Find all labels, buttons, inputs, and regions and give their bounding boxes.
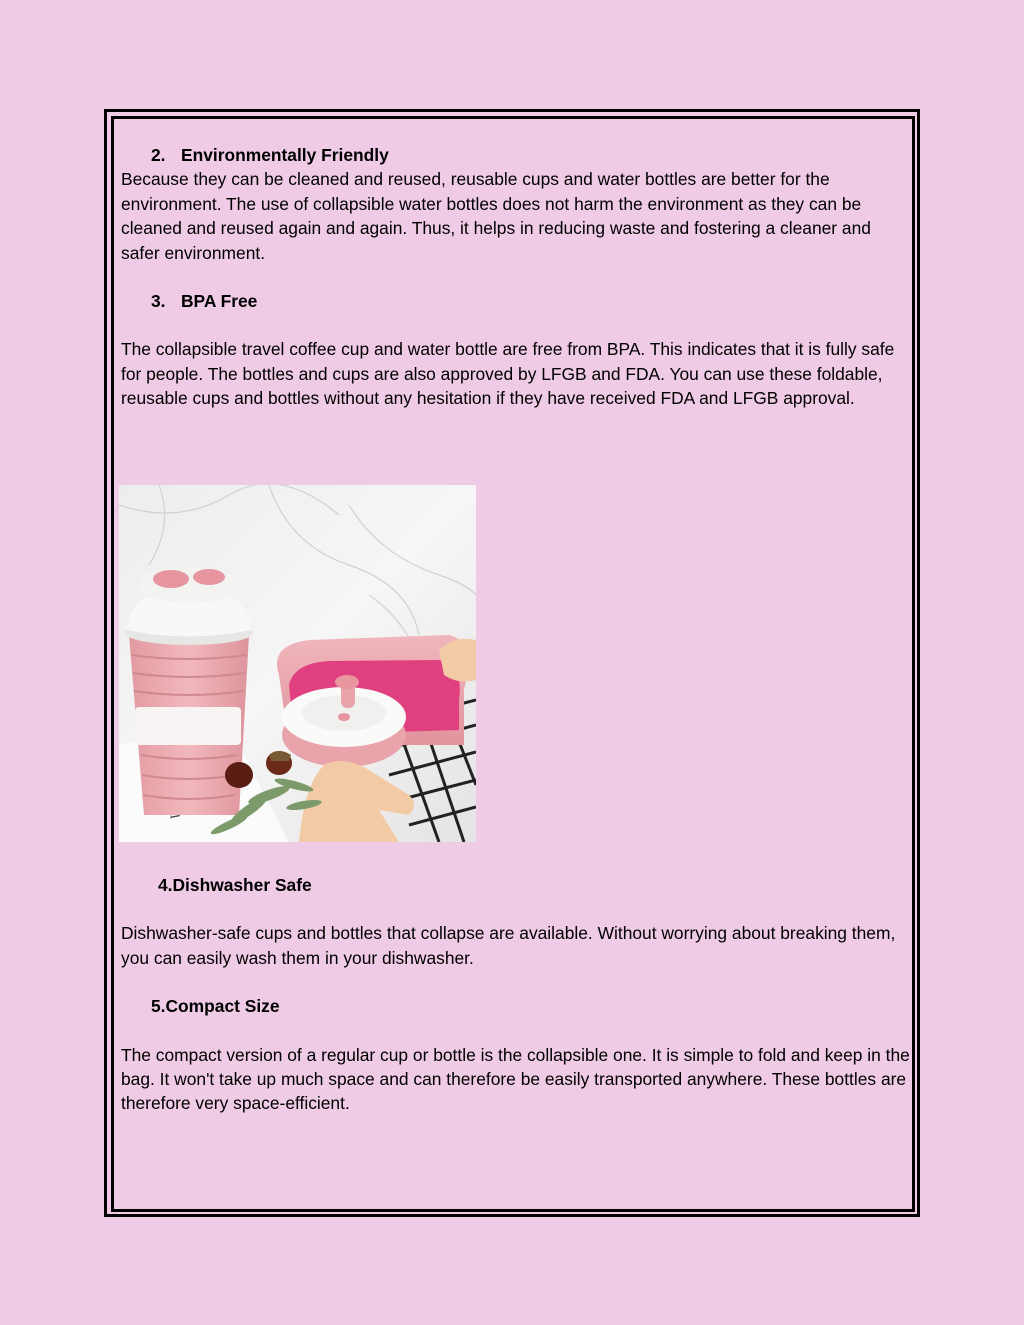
paragraph-environment: Because they can be cleaned and reused, reusable cups and water bottles are better for the environment. The use of collapsible water bottles does not harm the environment as they can be cleaned and reused again and again. Thus, it helps in reducing waste and fostering a cleaner and safer environment.	[121, 169, 871, 263]
folded-cup-tab-top	[335, 675, 359, 689]
folded-cup-plug	[338, 713, 350, 721]
cup-sleeve-band	[135, 707, 241, 745]
heading-number: 3.	[151, 291, 166, 312]
paragraph-bpa: The collapsible travel coffee cup and water bottle are free from BPA. This indicates that it is fully safe for people. The bottles and cups are also approved by LFGB and FDA. You can use these foldable, reusable cups and bottles without any hesitation if they have received FDA and LFGB approval.	[121, 339, 895, 409]
heading-bpa-free	[121, 289, 911, 313]
heading-compact-size: 5.Compact Size	[151, 996, 280, 1017]
heading-environmentally-friendly	[121, 143, 911, 167]
heading-dishwasher-safe: 4.Dishwasher Safe	[158, 875, 312, 895]
acorn-1	[225, 762, 253, 788]
paragraph-compact: The compact version of a regular cup or bottle is the collapsible one. It is simple to fold and keep in the bag. It won't take up much space and can therefore be easily transported anywhere. These bottles are therefore very space-efficient.	[121, 1044, 910, 1114]
lower-content	[121, 873, 911, 1116]
heading-title: BPA Free	[181, 291, 258, 312]
cup-lid-top	[137, 567, 241, 603]
product-photo	[119, 485, 476, 842]
heading-title: Environmentally Friendly	[181, 145, 389, 165]
upper-content	[121, 143, 911, 411]
lid-tab-left	[153, 570, 189, 588]
paragraph-dishwasher: Dishwasher-safe cups and bottles that collapse are available. Without worrying about breaking them, you can easily wash them in your dishwasher.	[121, 923, 896, 968]
lid-tab-right	[193, 569, 225, 585]
heading-number: 2.	[151, 145, 166, 165]
